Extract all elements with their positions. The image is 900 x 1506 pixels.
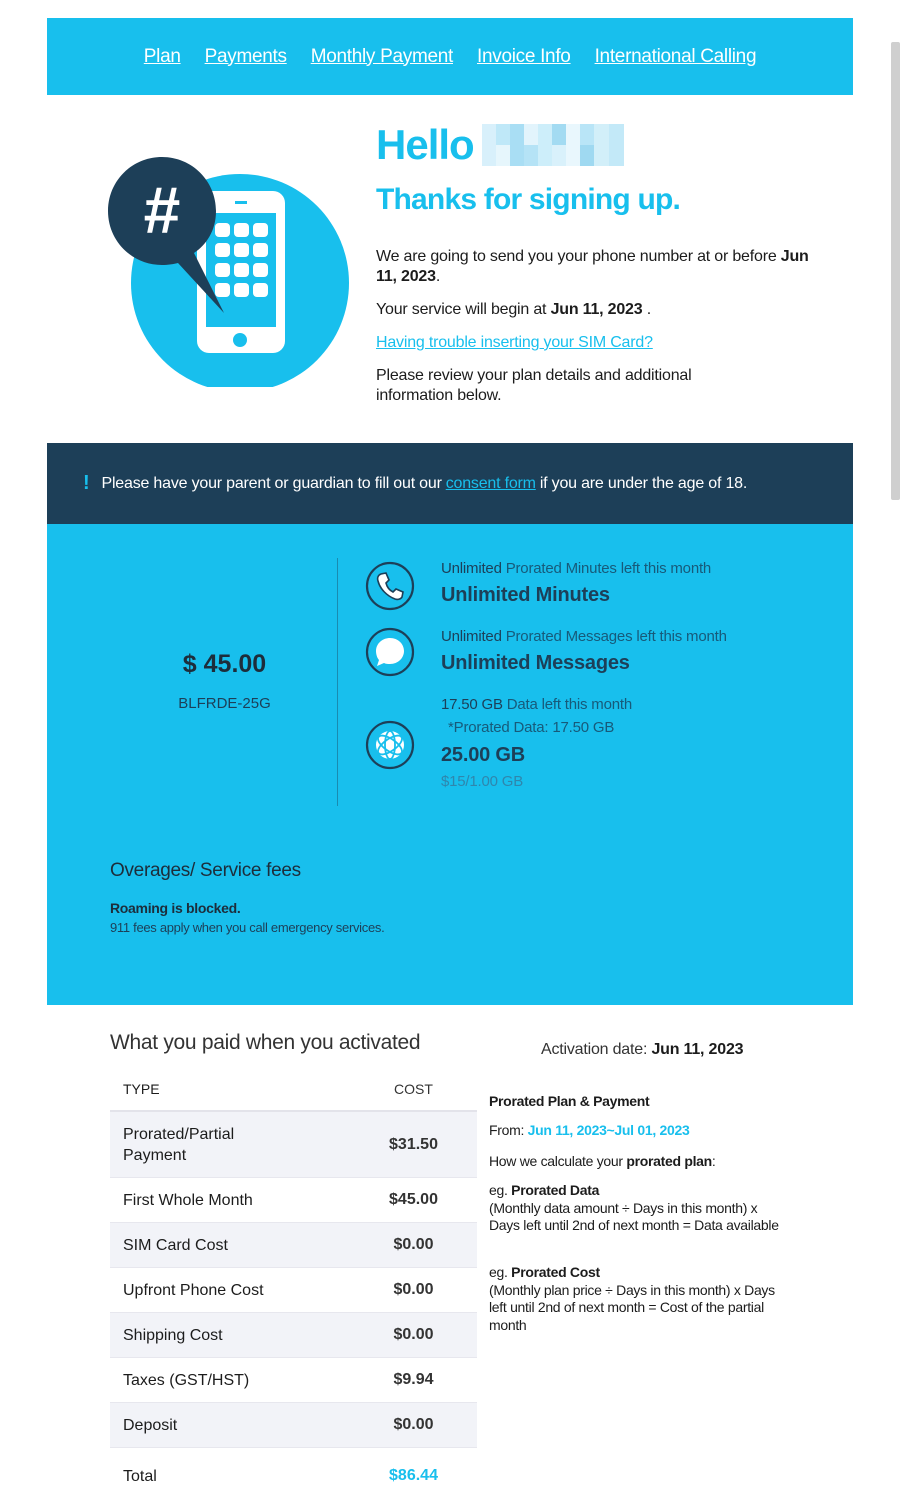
consent-banner: ! Please have your parent or guardian to fill out our consent form if you are under the age of 18. — [47, 443, 853, 524]
sim-help-row — [376, 333, 816, 353]
table-row: Shipping Cost $0.00 — [110, 1313, 477, 1358]
table-header — [110, 1068, 477, 1112]
send-number-text: We are going to send you your phone number at or before Jun 11, 2023. — [376, 248, 809, 285]
nav-payments-link[interactable]: Payments — [204, 45, 287, 67]
overages-title: Overages/ Service fees — [110, 860, 301, 881]
roaming-status: Roaming is blocked. — [110, 900, 241, 916]
hello-text: Hello — [376, 121, 474, 168]
hello-heading — [376, 121, 624, 169]
hash-symbol: # — [143, 173, 181, 247]
phone-illustration — [108, 157, 353, 387]
plan-code: BLFRDE-25G — [178, 695, 271, 712]
nav-international-calling-link[interactable]: International Calling — [594, 45, 757, 67]
data-main: 25.00 GB — [441, 744, 526, 766]
service-start-text: Your service will begin at Jun 11, 2023 . — [376, 301, 651, 318]
data-sub: 17.50 GB Data left this month — [441, 696, 632, 713]
prorated-data-example: eg. Prorated Data (Monthly data amount ÷ Days in this month) x Days left until 2nd of next month = Data available — [489, 1182, 779, 1233]
data-rate: $15/1.00 GB — [441, 773, 524, 790]
activation-date: Activation date: Jun 11, 2023 — [541, 1041, 744, 1058]
redacted-name — [482, 124, 624, 166]
total-cost: $86.44 — [389, 1467, 438, 1484]
alert-icon: ! — [83, 472, 90, 494]
sim-help-link[interactable]: Having trouble inserting your SIM Card? — [376, 334, 653, 351]
emergency-fees-note: 911 fees apply when you call emergency services. — [110, 920, 385, 935]
total-row: Total $86.44 — [110, 1448, 477, 1504]
top-nav — [47, 18, 853, 95]
phone-call-icon — [365, 561, 415, 611]
plan-price: $ 45.00 — [182, 650, 267, 678]
type-header: TYPE — [123, 1080, 160, 1097]
consent-form-link[interactable]: consent form — [445, 474, 536, 492]
table-row: SIM Card Cost $0.00 — [110, 1223, 477, 1268]
payment-title: What you paid when you activated — [110, 1031, 421, 1054]
nav-invoice-info-link[interactable]: Invoice Info — [477, 45, 571, 67]
table-row: Taxes (GST/HST) $9.94 — [110, 1358, 477, 1403]
how-calculate: How we calculate your prorated plan: — [489, 1153, 716, 1169]
review-text: Please review your plan details and additional information below. — [376, 367, 692, 404]
messages-sub: Unlimited Prorated Messages left this month — [441, 628, 727, 645]
messages-main: Unlimited Messages — [441, 652, 630, 674]
globe-data-icon — [365, 720, 415, 770]
prorated-range: From: Jun 11, 2023~Jul 01, 2023 — [489, 1122, 690, 1138]
table-row: Upfront Phone Cost $0.00 — [110, 1268, 477, 1313]
scrollbar[interactable] — [891, 42, 900, 500]
send-date: Jun 11, 2023 — [376, 248, 809, 285]
prorated-cost-example: eg. Prorated Cost (Monthly plan price ÷ Days in this month) x Days left until 2nd of next month = Cost of the partial month — [489, 1264, 775, 1333]
table-row: Prorated/Partial Payment $31.50 — [110, 1112, 477, 1178]
service-date: Jun 11, 2023 — [550, 301, 643, 318]
minutes-main: Unlimited Minutes — [441, 584, 610, 606]
data-prorated: *Prorated Data: 17.50 GB — [448, 719, 615, 736]
payment-table — [110, 1068, 477, 1504]
plan-divider — [337, 558, 338, 806]
message-bubble-icon — [365, 627, 415, 677]
table-row: First Whole Month $45.00 — [110, 1178, 477, 1223]
prorated-heading: Prorated Plan & Payment — [489, 1093, 650, 1109]
nav-plan-link[interactable]: Plan — [143, 45, 181, 67]
thanks-heading: Thanks for signing up. — [376, 183, 681, 216]
plan-panel — [47, 524, 853, 1005]
nav-monthly-payment-link[interactable]: Monthly Payment — [310, 45, 453, 67]
minutes-sub: Unlimited Prorated Minutes left this month — [441, 560, 712, 577]
table-row: Deposit $0.00 — [110, 1403, 477, 1448]
cost-header: COST — [394, 1081, 433, 1097]
